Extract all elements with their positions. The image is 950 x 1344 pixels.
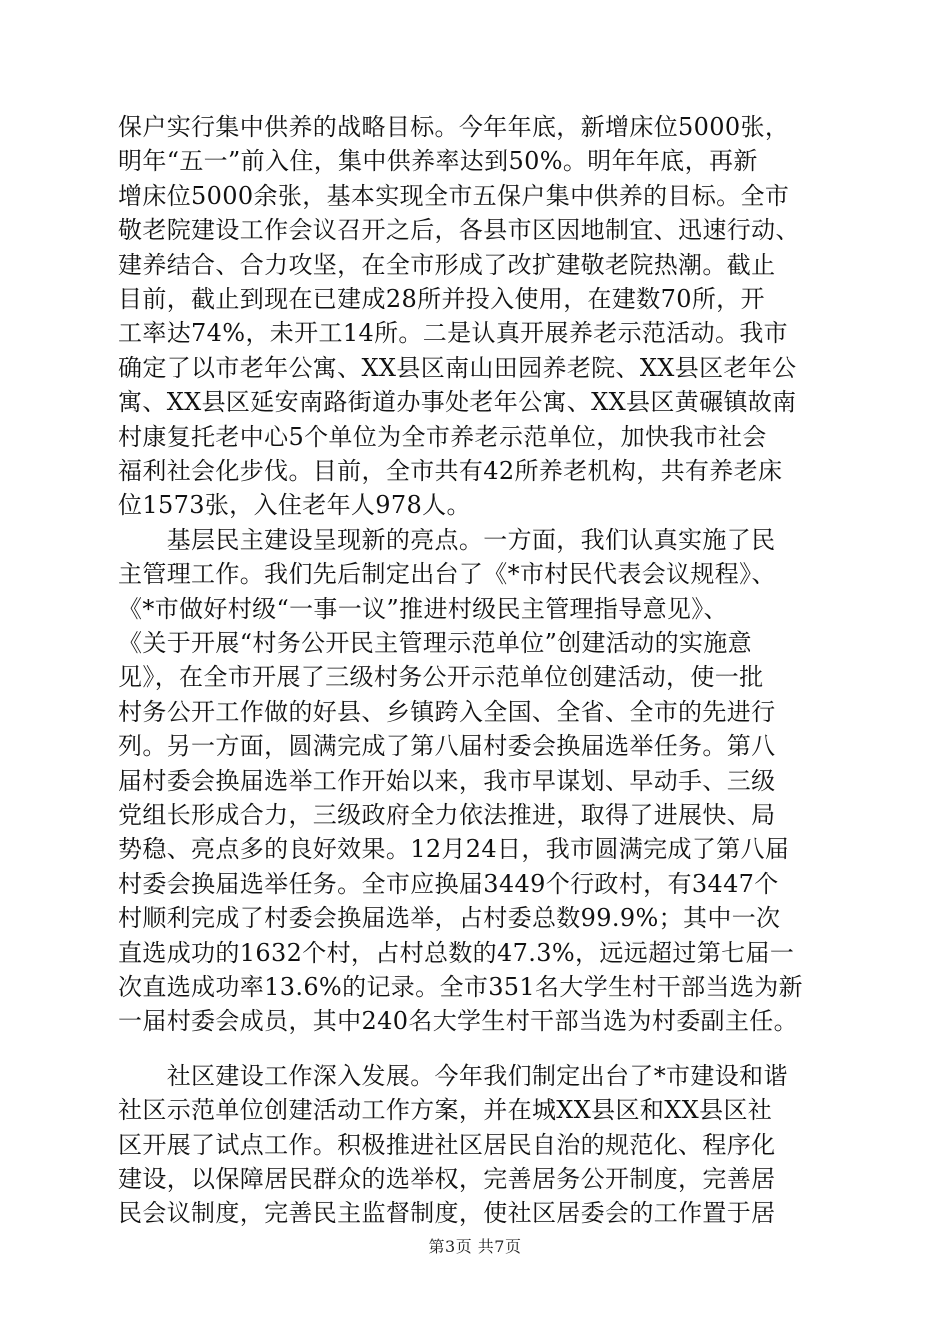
text-line: 确定了以市老年公寓、XX县区南山田园养老院、XX县区老年公: [118, 354, 797, 382]
text-line: 一届村委会成员，其中240名大学生村干部当选为村委副主任。: [118, 1007, 798, 1035]
text-line: 明年“五一”前入住，集中供养率达到50%。明年年底，再新: [118, 147, 758, 175]
text-line: 社区示范单位创建活动工作方案，并在城XX县区和XX县区社: [118, 1096, 773, 1124]
text-line: 位1573张，入住老年人978人。: [118, 491, 471, 519]
text-line: 列。另一方面，圆满完成了第八届村委会换届选举任务。第八: [118, 732, 776, 760]
text-line: 党组长形成合力，三级政府全力依法推进，取得了进展快、局: [118, 801, 776, 829]
text-line: 敬老院建设工作会议召开之后，各县市区因地制宜、迅速行动、: [118, 216, 800, 244]
text-line: 目前，截止到现在已建成28所并投入使用，在建数70所，开: [118, 285, 765, 313]
text-line: 基层民主建设呈现新的亮点。一方面，我们认真实施了民: [118, 526, 776, 554]
text-line: 《*市做好村级“一事一议”推进村级民主管理指导意见》、: [118, 595, 728, 623]
text-line: 建养结合、合力攻坚，在全市形成了改扩建敬老院热潮。截止: [118, 251, 776, 279]
text-line: 保户实行集中供养的战略目标。今年年底，新增床位5000张，: [118, 113, 790, 141]
text-line: 寓、XX县区延安南路街道办事处老年公寓、XX县区黄碾镇故南: [118, 388, 797, 416]
text-line: 村委会换届选举任务。全市应换届3449个行政村，有3447个: [118, 870, 779, 898]
text-line: 届村委会换届选举工作开始以来，我市早谋划、早动手、三级: [118, 767, 776, 795]
text-line: 《关于开展“村务公开民主管理示范单位”创建活动的实施意: [118, 629, 752, 657]
text-line: 村顺利完成了村委会换届选举，占村委总数99.9%；其中一次: [118, 904, 781, 932]
text-line: 区开展了试点工作。积极推进社区居民自治的规范化、程序化: [118, 1131, 776, 1159]
text-line: 直选成功的1632个村，占村总数的47.3%，远远超过第七届一: [118, 939, 795, 967]
text-line: 建设，以保障居民群众的选举权，完善居务公开制度，完善居: [118, 1165, 776, 1193]
text-line: 主管理工作。我们先后制定出台了《*市村民代表会议规程》、: [118, 560, 776, 588]
text-line: 次直选成功率13.6%的记录。全市351名大学生村干部当选为新: [118, 973, 803, 1001]
text-line: 村康复托老中心5个单位为全市养老示范单位，加快我市社会: [118, 423, 767, 451]
text-line: 社区建设工作深入发展。今年我们制定出台了*市建设和谐: [118, 1062, 788, 1090]
text-line: 势稳、亮点多的良好效果。12月24日，我市圆满完成了第八届: [118, 835, 790, 863]
text-line: 工率达74%，未开工14所。二是认真开展养老示范活动。我市: [118, 319, 789, 347]
text-line: 村务公开工作做的好县、乡镇跨入全国、全省、全市的先进行: [118, 698, 776, 726]
text-line: 民会议制度，完善民主监督制度，使社区居委会的工作置于居: [118, 1199, 776, 1227]
page-footer: 第3页 共7页: [428, 1237, 522, 1256]
text-line: 福利社会化步伐。目前，全市共有42所养老机构，共有养老床: [118, 457, 783, 485]
text-line: 增床位5000余张，基本实现全市五保户集中供养的目标。全市: [118, 182, 790, 210]
text-line: 见》，在全市开展了三级村务公开示范单位创建活动，使一批: [118, 663, 764, 691]
